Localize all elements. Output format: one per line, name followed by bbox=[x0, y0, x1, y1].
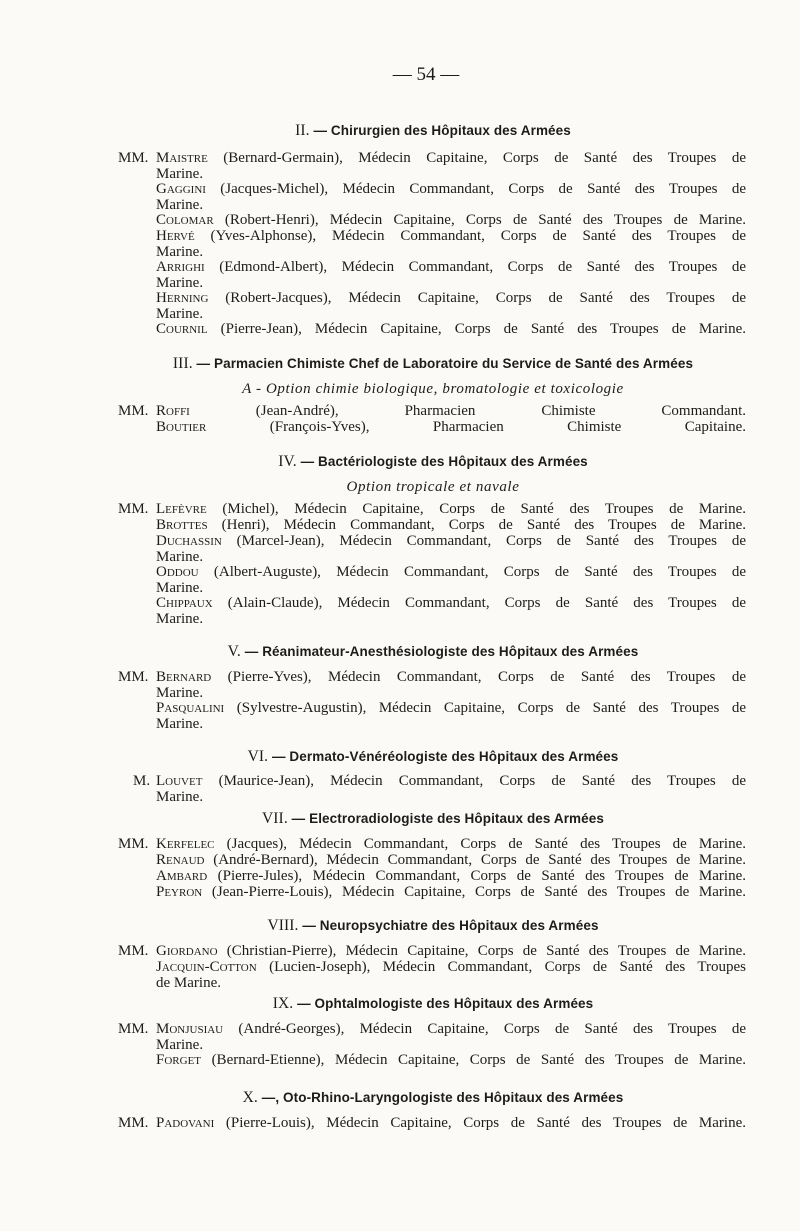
section-numeral: VII. bbox=[262, 810, 288, 827]
roster-entry bbox=[156, 151, 746, 182]
entry-details: (Edmond-Albert), Médecin Commandant, Corps de Santé des Troupes de bbox=[204, 260, 746, 275]
roster-entry bbox=[156, 1022, 746, 1053]
section-heading bbox=[120, 917, 746, 935]
entry-details: (Michel), Médecin Capitaine, Corps de Santé des Troupes de Marine. bbox=[206, 502, 746, 517]
entry-details: (Jean-Pierre-Louis), Médecin Capitaine, Corps de Santé des Troupes de Marine. bbox=[202, 885, 746, 900]
surname: Maistre bbox=[156, 151, 208, 166]
roster-entry bbox=[156, 534, 746, 565]
roster-entry bbox=[156, 1116, 746, 1132]
surname: Colomar bbox=[156, 213, 214, 228]
entry-continuation: Marine. bbox=[156, 274, 204, 291]
honorific-prefix: MM. bbox=[118, 943, 149, 959]
roster-entry bbox=[156, 1053, 746, 1069]
surname: Forget bbox=[156, 1053, 202, 1068]
section-title: — Electroradiologiste des Hôpitaux des Armées bbox=[287, 811, 604, 826]
entry-details: (André-Georges), Médecin Capitaine, Corps de Santé des Troupes de bbox=[223, 1022, 746, 1037]
entry-details: (Jean-André), Pharmacien Chimiste Commandant. bbox=[189, 404, 746, 419]
entry-details: (André-Bernard), Médecin Commandant, Corps de Santé des Troupes de Marine. bbox=[204, 853, 746, 868]
roster-entry bbox=[156, 885, 746, 901]
section-title: — Ophtalmologiste des Hôpitaux des Armées bbox=[293, 996, 594, 1011]
entry-continuation: Marine. bbox=[156, 548, 204, 565]
entry-continuation: Marine. bbox=[156, 305, 204, 322]
surname: Peyron bbox=[156, 885, 203, 900]
section-heading bbox=[120, 748, 746, 766]
entry-details: (Pierre-Jules), Médecin Commandant, Corps de Santé des Troupes de Marine. bbox=[207, 869, 746, 884]
roster-entry bbox=[156, 213, 746, 229]
section-numeral: IV. bbox=[278, 453, 297, 470]
surname: Cournil bbox=[156, 322, 208, 337]
roster-entry bbox=[156, 322, 746, 338]
surname: Oddou bbox=[156, 565, 199, 580]
section-numeral: VIII. bbox=[267, 917, 299, 934]
section-numeral: III. bbox=[172, 355, 193, 372]
roster-entry bbox=[156, 701, 746, 732]
entry-details: (Bernard-Etienne), Médecin Capitaine, Corps de Santé des Troupes de Marine. bbox=[201, 1053, 746, 1068]
section-heading bbox=[120, 810, 746, 828]
surname: Chippaux bbox=[156, 596, 213, 611]
section-heading bbox=[120, 1089, 746, 1107]
honorific-prefix: MM. bbox=[118, 403, 149, 419]
entry-continuation: Marine. bbox=[156, 1036, 204, 1053]
section-subtitle: Option tropicale et navale bbox=[346, 479, 520, 495]
entry-continuation: Marine. bbox=[156, 684, 204, 701]
section-numeral: II. bbox=[295, 122, 310, 139]
surname: Gaggini bbox=[156, 182, 206, 197]
surname: Ambard bbox=[156, 869, 208, 884]
surname: Louvet bbox=[156, 774, 203, 789]
surname: Boutier bbox=[156, 420, 207, 435]
surname: Renaud bbox=[156, 853, 205, 868]
honorific-prefix: MM. bbox=[118, 1115, 149, 1131]
surname: Jacquin-Cotton bbox=[156, 960, 257, 975]
section-title: — Réanimateur-Anesthésiologiste des Hôpitaux des Armées bbox=[240, 644, 639, 659]
roster-entry bbox=[156, 944, 746, 960]
surname: Bernard bbox=[156, 670, 212, 685]
surname: Arrighi bbox=[156, 260, 205, 275]
entry-details: (Albert-Auguste), Médecin Commandant, Corps de Santé des Troupes de bbox=[198, 565, 746, 580]
honorific-prefix: MM. bbox=[118, 1021, 149, 1037]
section-title: — Bactériologiste des Hôpitaux des Armées bbox=[296, 454, 588, 469]
roster-entry bbox=[156, 260, 746, 291]
surname: Padovani bbox=[156, 1116, 215, 1131]
entry-details: (Pierre-Yves), Médecin Commandant, Corps de Santé des Troupes de bbox=[211, 670, 746, 685]
roster-entry bbox=[156, 837, 746, 853]
entry-continuation: Marine. bbox=[156, 788, 204, 805]
surname: Hervé bbox=[156, 229, 195, 244]
surname: Giordano bbox=[156, 944, 218, 959]
entry-details: (Pierre-Louis), Médecin Capitaine, Corps de Santé des Troupes de Marine. bbox=[214, 1116, 746, 1131]
section-title: — Chirurgien des Hôpitaux des Armées bbox=[309, 123, 571, 138]
roster-entry bbox=[156, 774, 746, 805]
section-heading bbox=[120, 453, 746, 471]
entry-continuation: Marine. bbox=[156, 610, 204, 627]
roster-entry bbox=[156, 502, 746, 518]
section-title: —, Oto-Rhino-Laryngologiste des Hôpitaux des Armées bbox=[257, 1090, 624, 1105]
roster-entry bbox=[156, 420, 746, 436]
roster-entry bbox=[156, 670, 746, 701]
roster-entry bbox=[156, 229, 746, 260]
entry-details: (Pierre-Jean), Médecin Capitaine, Corps de Santé des Troupes de Marine. bbox=[207, 322, 746, 337]
entry-details: (Maurice-Jean), Médecin Commandant, Corps de Santé des Troupes de bbox=[202, 774, 746, 789]
section-numeral: VI. bbox=[247, 748, 269, 765]
honorific-prefix: MM. bbox=[118, 150, 149, 166]
surname: Monjusiau bbox=[156, 1022, 224, 1037]
entry-details: (Sylvestre-Augustin), Médecin Capitaine, Corps de Santé des Troupes de bbox=[224, 701, 746, 716]
section-subtitle: A - Option chimie biologique, bromatologie et toxicologie bbox=[242, 381, 624, 397]
roster-entry bbox=[156, 182, 746, 213]
entry-continuation: de Marine. bbox=[156, 974, 221, 991]
roster-entry bbox=[156, 404, 746, 420]
roster-entry bbox=[156, 869, 746, 885]
section-title: — Parmacien Chimiste Chef de Laboratoire du Service de Santé des Armées bbox=[192, 356, 694, 371]
surname: Lefèvre bbox=[156, 502, 207, 517]
section-heading bbox=[120, 643, 746, 661]
entry-continuation: Marine. bbox=[156, 715, 204, 732]
entry-details: (Alain-Claude), Médecin Commandant, Corps de Santé des Troupes de bbox=[212, 596, 746, 611]
roster-entry bbox=[156, 291, 746, 322]
entry-details: (Robert-Jacques), Médecin Capitaine, Corps de Santé des Troupes de bbox=[208, 291, 746, 306]
roster-entry bbox=[156, 518, 746, 534]
entry-details: (Bernard-Germain), Médecin Capitaine, Corps de Santé des Troupes de bbox=[207, 151, 746, 166]
section-numeral: IX. bbox=[272, 995, 294, 1012]
entry-details: (Yves-Alphonse), Médecin Commandant, Corps de Santé des Troupes de bbox=[194, 229, 746, 244]
surname: Kerfelec bbox=[156, 837, 215, 852]
surname: Pasqualini bbox=[156, 701, 225, 716]
roster-entry bbox=[156, 565, 746, 596]
entry-details: (François-Yves), Pharmacien Chimiste Capitaine. bbox=[206, 420, 746, 435]
surname: Brottes bbox=[156, 518, 208, 533]
roster-entry bbox=[156, 960, 746, 991]
section-heading bbox=[120, 355, 746, 373]
page-number: — 54 — bbox=[392, 64, 460, 85]
surname: Roffi bbox=[156, 404, 190, 419]
entry-details: (Robert-Henri), Médecin Capitaine, Corps de Santé des Troupes de Marine. bbox=[213, 213, 746, 228]
section-heading bbox=[120, 122, 746, 140]
entry-continuation: Marine. bbox=[156, 196, 204, 213]
entry-details: (Henri), Médecin Commandant, Corps de Santé des Troupes de Marine. bbox=[207, 518, 746, 533]
section-heading bbox=[120, 995, 746, 1013]
section-title: — Dermato-Vénéréologiste des Hôpitaux des Armées bbox=[268, 749, 619, 764]
honorific-prefix: MM. bbox=[118, 836, 149, 852]
entry-continuation: Marine. bbox=[156, 243, 204, 260]
surname: Duchassin bbox=[156, 534, 222, 549]
section-title: — Neuropsychiatre des Hôpitaux des Armées bbox=[298, 918, 599, 933]
entry-details: (Christian-Pierre), Médecin Capitaine, Corps de Santé des Troupes de Marine. bbox=[217, 944, 746, 959]
honorific-prefix: MM. bbox=[118, 669, 149, 685]
roster-entry bbox=[156, 853, 746, 869]
section-numeral: V. bbox=[227, 643, 241, 660]
entry-details: (Marcel-Jean), Médecin Commandant, Corps de Santé des Troupes de bbox=[221, 534, 746, 549]
honorific-prefix: MM. bbox=[118, 501, 149, 517]
entry-details: (Lucien-Joseph), Médecin Commandant, Corps de Santé des Troupes bbox=[256, 960, 746, 975]
entry-details: (Jacques-Michel), Médecin Commandant, Corps de Santé des Troupes de bbox=[205, 182, 746, 197]
surname: Herning bbox=[156, 291, 209, 306]
entry-continuation: Marine. bbox=[156, 579, 204, 596]
entry-continuation: Marine. bbox=[156, 165, 204, 182]
honorific-prefix: M. bbox=[133, 773, 151, 789]
section-numeral: X. bbox=[242, 1089, 258, 1106]
roster-entry bbox=[156, 596, 746, 627]
entry-details: (Jacques), Médecin Commandant, Corps de Santé des Troupes de Marine. bbox=[214, 837, 746, 852]
